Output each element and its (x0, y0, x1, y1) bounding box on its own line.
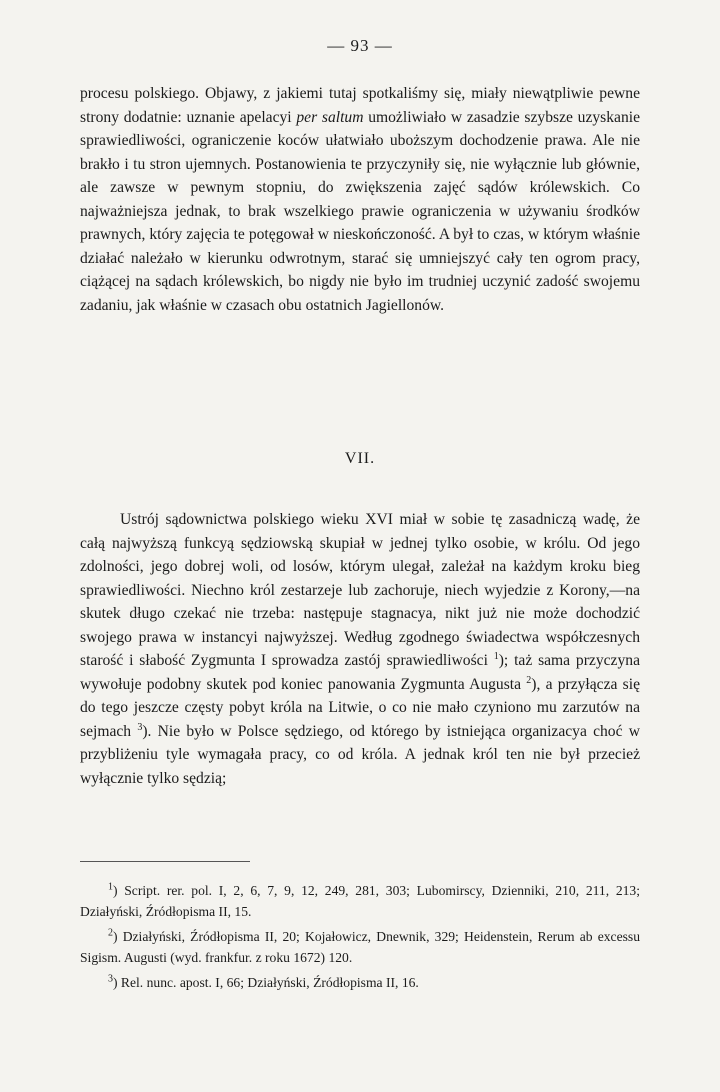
page-number: — 93 — (327, 36, 393, 55)
footnote-text: ) Script. rer. pol. I, 2, 6, 7, 9, 12, 249, 281, 303; Lubomirscy, Dzienniki, 210, 211, 213; Działyński, Źródłopisma II, 15. (80, 883, 640, 919)
paragraph-text: ), a przyłącza się do tego jeszcze częsty pobyt króla na Litwie, o co nie mało czyniono mu zarzutów na sejmach (80, 675, 640, 740)
paragraph-text: umożliwiało w zasadzie szybsze uzyskanie sprawiedliwości, ograniczenie koców ułatwiało uboższym dochodzenie prawa. Ale nie brakło i tu stron ujemnych. Postanowienia te przyczyniły się, nie wyłącznie lub głównie, ale zawsze w pewnym stopniu, do zwiększenia zajęć sądów królewskich. Co najważniejsza jednak, to brak wszelkiego prawie ograniczenia w używaniu środków prawnych, który zajęcia te potęgował w nieskończoność. A był to czas, w którym właśnie działać należało w kierunku odwrotnym, starać się umniejszyć cały ten ogrom pracy, ciążącej na sądach królewskich, bo nigdy nie było im trudniej uczynić zadość swojemu zadaniu, jak właśnie w czasach obu ostatnich Jagiellonów. (80, 108, 640, 314)
footnote-1 (80, 880, 640, 922)
footnote-text: ) Rel. nunc. apost. I, 66; Działyński, Źródłopisma II, 16. (113, 975, 419, 990)
paragraph-section-vii (80, 508, 640, 790)
paragraph-text: ). Nie było w Polsce sędziego, od którego by istniejąca organizacya choć w przybliżeniu tyle wymagała pracy, co od króla. A jednak król ten nie był przecież wyłącznie tylko sędzią; (80, 722, 640, 787)
footnote-ref[interactable]: 3 (137, 721, 143, 733)
section-heading: VII. (344, 450, 376, 467)
footnote-2 (80, 926, 640, 968)
paragraph-text: Ustrój sądownictwa polskiego wieku XVI miał w sobie tę zasadniczą wadę, że całą najwyższą funkcyą sędziowską skupiał w jednej tylko osobie, w królu. Od jego zdolności, jego dobrej woli, od losów, którym ulegał, zależał na każdym kroku bieg sprawiedliwości. Niechno król zestarzeje lub zachoruje, niech wyjedzie z Korony,—na skutek długo czekać nie trzeba: następuje stagnacya, nikt już nie może dochodzić swojego prawa w instancyi najwyższej. Według zgodnego świadectwa współczesnych starość i słabość Zygmunta I sprowadza zastój sprawiedliwości (80, 511, 640, 669)
paragraph-continued (80, 82, 640, 317)
paragraph-text: ); taż sama przyczyna wywołuje podobny skutek pod koniec panowania Zygmunta Augusta (80, 652, 640, 693)
paragraph-text: procesu polskiego. Objawy, z jakiemi tutaj spotkaliśmy się, miały niewątpliwie pewne strony dodatnie: uznanie apelacyi (80, 85, 640, 126)
footnote-3 (80, 972, 640, 993)
footnote-ref[interactable]: 1 (493, 650, 499, 662)
footnote-text: ) Działyński, Źródłopisma II, 20; Kojałowicz, Dnewnik, 329; Heidenstein, Rerum ab excessu Sigism. Augusti (wyd. frankfur. z roku 1672) 120. (80, 929, 640, 965)
footnote-divider (80, 861, 250, 862)
italic-phrase: per saltum (296, 108, 364, 126)
footnote-marker: 2 (108, 927, 113, 939)
footnotes (80, 880, 640, 997)
footnote-marker: 3 (108, 973, 113, 985)
footnote-ref[interactable]: 2 (526, 674, 532, 686)
footnote-marker: 1 (108, 881, 113, 893)
